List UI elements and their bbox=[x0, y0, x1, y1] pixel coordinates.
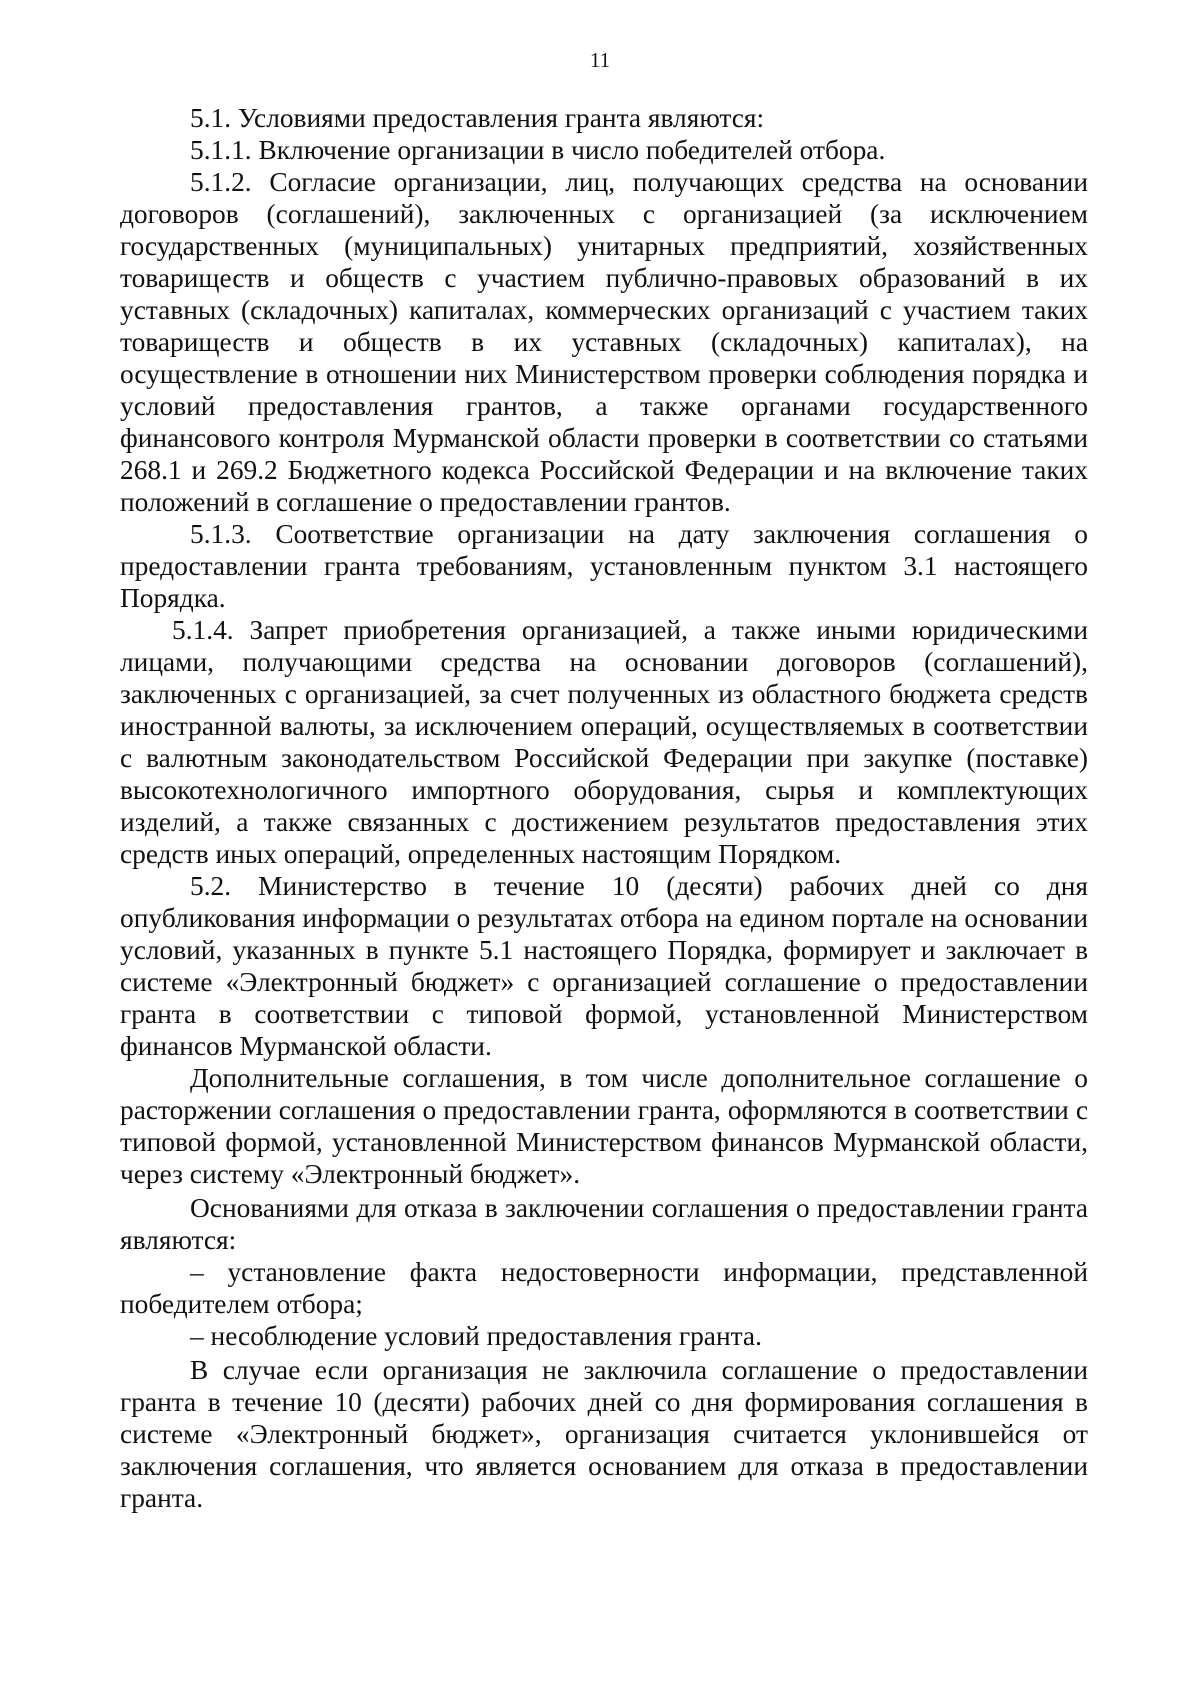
page-number: 11 bbox=[589, 48, 611, 72]
paragraph-refusal-grounds: Основаниями для отказа в заключении соглашения о предоставлении гранта являются: bbox=[120, 1193, 1088, 1255]
paragraph-5-1-4: 5.1.4. Запрет приобретения организацией, а также иными юридическими лицами, получающими средства на основании договоров (соглашений), заключенных с организацией, за счет полученных из областного бюджета средств иностранной валюты, за исключением операций, осуществляемых в соответствии с валютным законодательством Российской Федерации при закупке (поставке) высокотехнологичного импортного оборудования, сырья и комплектующих изделий, а также связанных с достижением результатов предоставления этих средств иных операций, определенных настоящим Порядком. bbox=[120, 615, 1088, 869]
paragraph-additional-agreements: Дополнительные соглашения, в том числе дополнительное соглашение о расторжении соглашения о предоставлении гранта, оформляются в соответствии с типовой формой, установленной Министерством финансов Мурманской области, через систему «Электронный бюджет». bbox=[120, 1063, 1088, 1189]
paragraph-5-1-1: 5.1.1. Включение организации в число победителей отбора. bbox=[190, 135, 886, 165]
paragraph-5-2: 5.2. Министерство в течение 10 (десяти) рабочих дней со дня опубликования информации о результатах отбора на едином портале на основании условий, указанных в пункте 5.1 настоящего Порядка, формирует и заключает в системе «Электронный бюджет» с организацией соглашение о предоставлении гранта в соответствии с типовой формой, установленной Министерством финансов Мурманской области. bbox=[120, 871, 1088, 1061]
list-item-noncompliance: – несоблюдение условий предоставления гранта. bbox=[190, 1321, 762, 1351]
paragraph-evasion: В случае если организация не заключила соглашение о предоставлении гранта в течение 10 (десяти) рабочих дней со дня формирования соглашения в системе «Электронный бюджет», организация считается уклонившейся от заключения соглашения, что является основанием для отказа в предоставлении гранта. bbox=[120, 1355, 1088, 1513]
list-item-unreliable-information: – установление факта недостоверности информации, представленной победителем отбора; bbox=[120, 1257, 1088, 1319]
paragraph-5-1-2: 5.1.2. Согласие организации, лиц, получающих средства на основании договоров (соглашений), заключенных с организацией (за исключением государственных (муниципальных) унитарных предприятий, хозяйственных товариществ и обществ с участием публично-правовых образований в их уставных (складочных) капиталах, коммерческих организаций с участием таких товариществ и обществ в их уставных (складочных) капиталах), на осуществление в отношении них Министерством проверки соблюдения порядка и условий предоставления грантов, а также органами государственного финансового контроля Мурманской области проверки в соответствии со статьями 268.1 и 269.2 Бюджетного кодекса Российской Федерации и на включение таких положений в соглашение о предоставлении грантов. bbox=[120, 167, 1088, 517]
document-body bbox=[120, 102, 1088, 1514]
paragraph-5-1: 5.1. Условиями предоставления гранта являются: bbox=[190, 103, 765, 133]
paragraph-5-1-3: 5.1.3. Соответствие организации на дату заключения соглашения о предоставлении гранта требованиям, установленным пунктом 3.1 настоящего Порядка. bbox=[120, 519, 1088, 613]
